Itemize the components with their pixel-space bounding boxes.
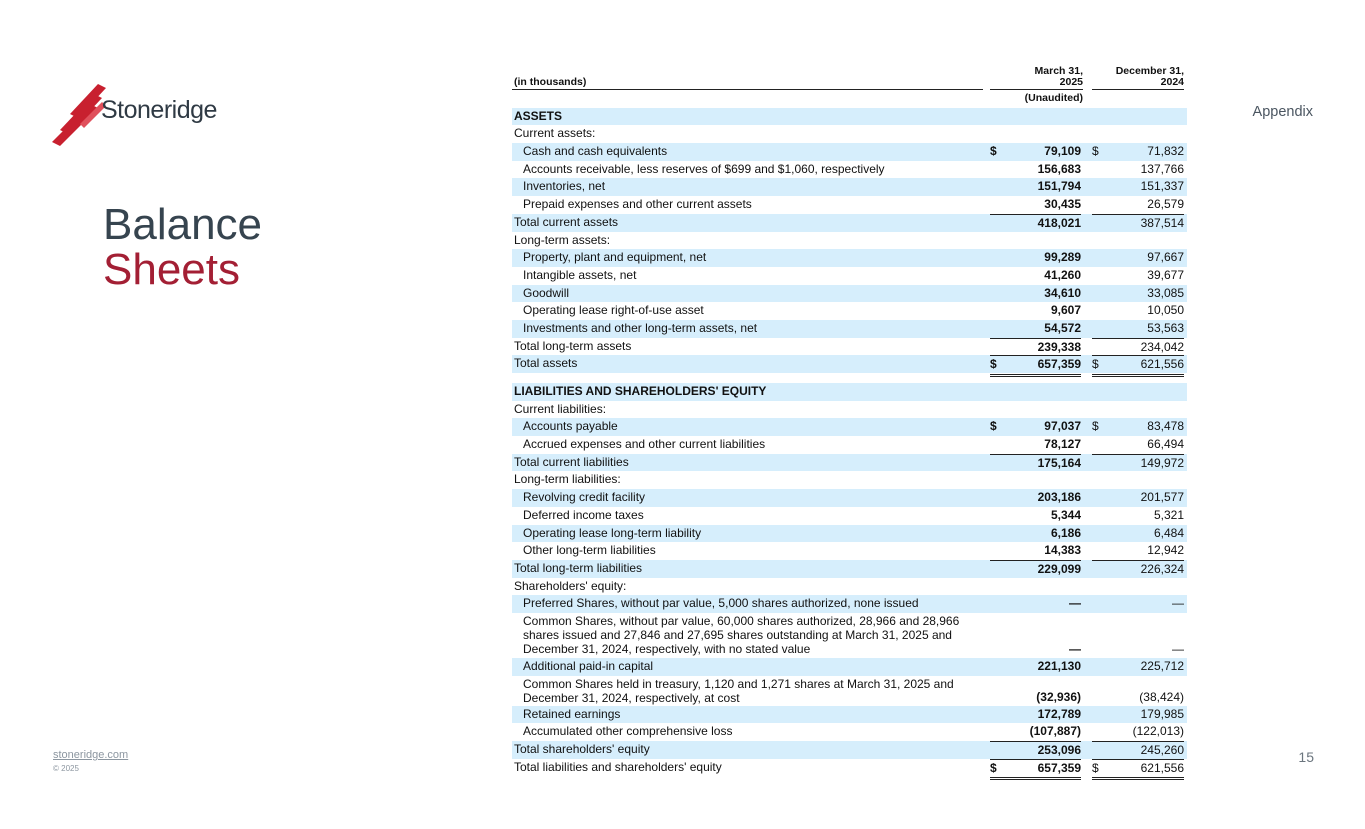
table-row: Total current liabilities 175,164 149,972 — [512, 454, 1187, 472]
unaudited-row: (Unaudited) — [1024, 92, 1083, 104]
table-row: Operating lease right-of-use asset 9,607 10,050 — [523, 303, 1184, 318]
table-row: Intangible assets, net 41,260 39,677 — [523, 267, 1184, 282]
page-title-line1: Balance — [103, 200, 263, 249]
balance-sheet-table — [512, 60, 1187, 776]
unit-label: (in thousands) — [514, 76, 587, 88]
table-row: Retained earnings 172,789 179,985 — [512, 706, 1187, 724]
page-number: 15 — [1298, 749, 1314, 765]
table-header — [512, 60, 1187, 90]
table-row: Accumulated other comprehensive loss (107,887) (122,013) — [523, 724, 1184, 739]
table-row: LIABILITIES AND SHAREHOLDERS' EQUITY — [512, 383, 1187, 401]
table-row: Accounts receivable, less reserves of $699 and $1,060, respectively 156,683 137,766 — [523, 161, 1184, 176]
table-row: Total liabilities and shareholders' equity $ 657,359 $ 621,556 — [512, 759, 1187, 777]
table-row: Property, plant and equipment, net 99,289 97,667 — [512, 249, 1187, 267]
table-row: Accrued expenses and other current liabilities 78,127 66,494 — [523, 437, 1184, 452]
footer-copyright: © 2025 — [53, 764, 79, 773]
table-row: Long-term liabilities: — [514, 472, 621, 487]
table-row: Total assets $ 657,359 $ 621,556 — [512, 355, 1187, 373]
table-row: Total shareholders' equity 253,096 245,260 — [512, 741, 1187, 759]
table-row: Total current assets 418,021 387,514 — [512, 214, 1187, 232]
table-row: Cash and cash equivalents $ 79,109 $ 71,832 — [512, 143, 1187, 161]
col1-header: March 31, 2025 — [1034, 65, 1083, 88]
col2-header: December 31, 2024 — [1115, 65, 1184, 88]
brand-name: Stoneridge — [101, 96, 217, 124]
table-row: Goodwill 34,610 33,085 — [512, 285, 1187, 303]
table-row: Total long-term liabilities 229,099 226,324 — [512, 560, 1187, 578]
footer-link[interactable]: stoneridge.com — [53, 749, 129, 761]
table-row: Current assets: — [514, 126, 596, 141]
table-row: ASSETS — [512, 108, 1187, 126]
table-row: Preferred Shares, without par value, 5,000 shares authorized, none issued — — — [512, 595, 1187, 613]
page-title-line2: Sheets — [103, 245, 240, 294]
table-row: Other long-term liabilities 14,383 12,942 — [523, 543, 1184, 558]
table-row: Prepaid expenses and other current assets 30,435 26,579 — [523, 197, 1184, 212]
section-label: Appendix — [1252, 104, 1313, 120]
table-row: Additional paid-in capital 221,130 225,712 — [512, 658, 1187, 676]
table-row: Total long-term assets 239,338 234,042 — [512, 338, 1187, 356]
table-row: Operating lease long-term liability 6,186 6,484 — [512, 525, 1187, 543]
table-row: Shareholders' equity: — [514, 578, 627, 593]
table-row: Investments and other long-term assets, net 54,572 53,563 — [512, 320, 1187, 338]
table-row: Common Shares held in treasury, 1,120 and 1,271 shares at March 31, 2025 and December 31, 2024, respectively, at cost (32,936) (38,424) — [523, 676, 1184, 705]
table-row: Current liabilities: — [514, 401, 607, 416]
table-row: Inventories, net 151,794 151,337 — [512, 178, 1187, 196]
table-row: Revolving credit facility 203,186 201,577 — [512, 489, 1187, 507]
table-row: Accounts payable $ 97,037 $ 83,478 — [512, 418, 1187, 436]
table-row: Long-term assets: — [514, 232, 611, 247]
table-row: Deferred income taxes 5,344 5,321 — [523, 507, 1184, 522]
table-row: Common Shares, without par value, 60,000 shares authorized, 28,966 and 28,966 shares issued and 27,846 and 27,695 shares outstanding at March 31, 2025 and December 31, 2024, respectively, with no stated value — — — [523, 613, 1184, 656]
